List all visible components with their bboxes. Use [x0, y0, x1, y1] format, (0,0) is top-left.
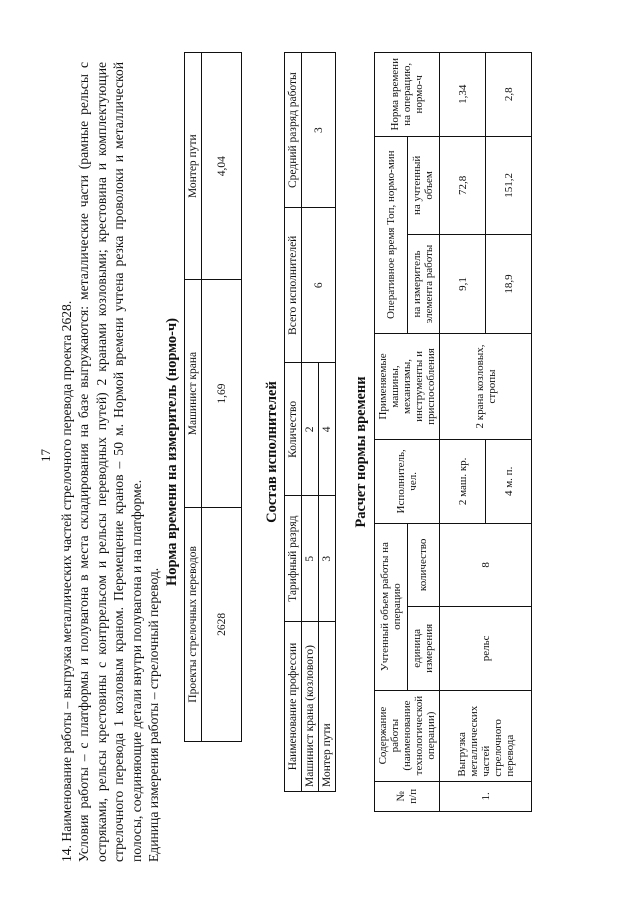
intro-line-unit: Единица измерения работы – стрелочный перевод. [146, 567, 162, 862]
calc-row-norm-track: 2,8 [486, 53, 532, 137]
norm-header-project: Проекты стрелочных переводов [185, 507, 202, 741]
staff-header-avg: Средний разряд работы [285, 53, 302, 208]
staff-row-grade: 5 [302, 496, 319, 622]
calc-header-per-volume: на учтенный объем [407, 136, 440, 235]
calc-row-num: 1. [440, 781, 532, 811]
calc-header-num: № п/п [375, 781, 440, 811]
calc-header-op-time: Оперативное время Топ, нормо-мин [375, 136, 408, 333]
page-number: 17 [38, 449, 53, 462]
norm-header-track: Монтер пути [185, 53, 202, 280]
calc-row-machines: 2 крана козловых, стропы [440, 333, 532, 439]
staff-row-count: 2 [302, 363, 319, 496]
staff-header-profession: Наименование профессии [285, 622, 302, 792]
calc-row-executor-track: 4 м. п. [486, 440, 532, 523]
norm-cell-project: 2628 [202, 507, 242, 741]
staff-total: 6 [302, 208, 336, 363]
calc-row-unit: рельс [440, 607, 532, 690]
staff-table [284, 52, 336, 792]
calc-section-title: Расчет нормы времени [353, 376, 369, 528]
calc-header-norm: Норма времени на операцию, нормо-ч [375, 53, 440, 137]
calc-row-qty: 8 [440, 523, 532, 606]
norm-header-crane: Машинист крана [185, 280, 202, 507]
norm-cell-crane: 1,69 [202, 280, 242, 507]
staff-avg-grade: 3 [302, 53, 336, 208]
calc-header-content: Содержание работы (наименование технологической операции) [375, 690, 440, 781]
rotated-content [38, 42, 598, 862]
calc-row-per-volume-track: 151,2 [486, 136, 532, 235]
calc-header-volume: Учтенный объем работы на операцию [375, 523, 408, 690]
calc-header-machines: Применяемые машины, механизмы, инструменты и приспособления [375, 333, 440, 439]
calc-row-norm-crane: 1,34 [440, 53, 486, 137]
calc-header-executor: Исполнитель, чел. [375, 440, 440, 523]
staff-header-grade: Тарифный разряд [285, 496, 302, 622]
staff-row-count: 4 [319, 363, 336, 496]
staff-header-total: Всего исполнителей [285, 208, 302, 363]
staff-row-profession: Монтер пути [319, 622, 336, 792]
calc-row-per-unit-track: 18,9 [486, 235, 532, 334]
calc-row-per-volume-crane: 72,8 [440, 136, 486, 235]
calc-header-unit: единица измерения [407, 607, 440, 690]
norm-table [184, 52, 242, 742]
calc-row-executor-crane: 2 маш. кр. [440, 440, 486, 523]
calc-row-content: Выгрузка металлических частей стрелочного перевода [440, 690, 532, 781]
intro-text [58, 62, 162, 862]
staff-row-grade: 3 [319, 496, 336, 622]
staff-header-count: Количество [285, 363, 302, 496]
intro-line-conditions: Условия работы – с платформы и полувагона в места складирования на базе выгружаются: металлические части (рамные рельсы с остряками, рельсы крестовины с контррельсом и рельсы переводных путей) 2 кранами козловыми; крестовина и комплектующие стрелочного перевода 1 козловым краном. Перемещение кранов – 50 м. Нормой времени учтена резка проволоки и металлической полосы, соединяющие детали внутри полувагона и на платформе. [76, 62, 144, 862]
calc-header-per-unit: на измеритель элемента работы [407, 235, 440, 334]
norm-cell-track: 4,04 [202, 53, 242, 280]
calc-table [374, 52, 532, 812]
intro-line-title: 14. Наименование работы – выгрузка металлических частей стрелочного перевода проекта 2628. [59, 300, 74, 862]
calc-row-per-unit-crane: 9,1 [440, 235, 486, 334]
staff-row-profession: Машинист крана (козлового) [302, 622, 319, 792]
staff-section-title: Состав исполнителей [264, 381, 280, 523]
norm-section-title: Норма времени на измеритель (нормо-ч) [164, 318, 180, 586]
calc-header-qty: количество [407, 523, 440, 606]
